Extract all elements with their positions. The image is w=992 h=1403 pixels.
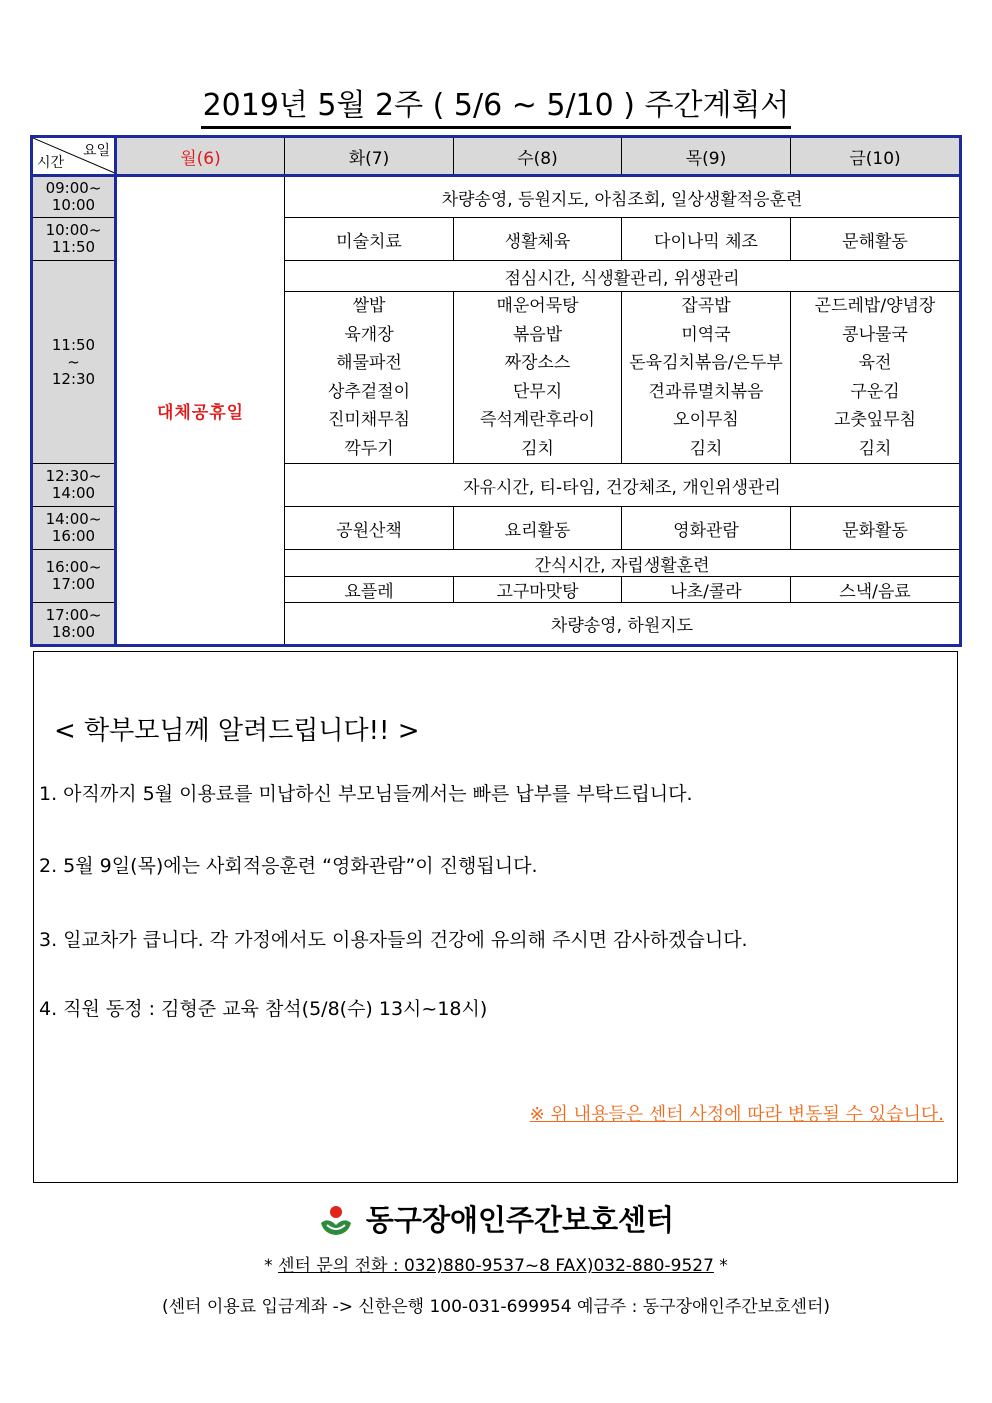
holiday-cell: 대체공휴일: [116, 176, 285, 646]
day-header-tue: 화(7): [285, 137, 454, 176]
notice-item-4: 4. 직원 동정 : 김형준 교육 참석(5/8(수) 13시~18시): [39, 998, 488, 1020]
corner-cell: [32, 137, 116, 176]
time-cell-1150: 11:50 ~ 12:30: [32, 261, 116, 464]
menu-wed: 매운어묵탕 볶음밥 짜장소스 단무지 즉석계란후라이 김치: [454, 292, 622, 464]
notice-item-3: 3. 일교차가 큽니다. 각 가정에서도 이용자들의 건강에 유의해 주시면 감사하겠습니다.: [39, 929, 748, 951]
activity-wed: 생활체육: [454, 218, 622, 261]
activity2-wed: 요리활동: [454, 507, 622, 550]
time-cell-1400: 14:00~ 16:00: [32, 507, 116, 550]
notice-disclaimer: ※ 위 내용들은 센터 사정에 따라 변동될 수 있습니다.: [529, 1104, 944, 1125]
day-header-thu: 목(9): [622, 137, 791, 176]
notice-item-2: 2. 5월 9일(목)에는 사회적응훈련 “영화관람”이 진행됩니다.: [39, 855, 538, 877]
free-activity: 자유시간, 티-타임, 건강체조, 개인위생관리: [285, 464, 961, 507]
activity-fri: 문해활동: [791, 218, 961, 261]
center-logo-icon: [318, 1203, 354, 1237]
activity-tue: 미술치료: [285, 218, 454, 261]
activity2-fri: 문화활동: [791, 507, 961, 550]
snack-activity: 간식시간, 자립생활훈련: [285, 550, 961, 577]
menu-fri: 곤드레밥/양념장 콩나물국 육전 구운김 고춧잎무침 김치: [791, 292, 961, 464]
notice-box: [33, 651, 958, 1183]
day-header-row: [32, 137, 961, 176]
evening-activity: 차량송영, 하원지도: [285, 603, 961, 646]
page-title-text: 2019년 5월 2주 ( 5/6 ~ 5/10 ) 주간계획서: [201, 88, 792, 129]
organization-name: 동구장애인주간보호센터: [365, 1203, 675, 1237]
time-cell-1000: 10:00~ 11:50: [32, 218, 116, 261]
snack-wed: 고구마맛탕: [454, 577, 622, 603]
footer-organization: [0, 1198, 992, 1239]
snack-thu: 나초/콜라: [622, 577, 791, 603]
morning-activity: 차량송영, 등원지도, 아침조회, 일상생활적응훈련: [285, 176, 961, 218]
notice-title: < 학부모님께 알려드립니다!! >: [54, 716, 420, 746]
activity2-thu: 영화관람: [622, 507, 791, 550]
menu-tue: 쌀밥 육개장 해물파전 상추겉절이 진미채무침 깍두기: [285, 292, 454, 464]
footer-contact: * 센터 문의 전화 : 032)880-9537~8 FAX)032-880-9527 *: [264, 1256, 728, 1276]
menu-thu: 잡곡밥 미역국 돈육김치볶음/은두부 견과류멸치볶음 오이무침 김치: [622, 292, 791, 464]
snack-tue: 요플레: [285, 577, 454, 603]
day-header-mon: 월(6): [116, 137, 285, 176]
time-axis-label: 시간: [37, 155, 65, 171]
snack-fri: 스낵/음료: [791, 577, 961, 603]
time-cell-1230: 12:30~ 14:00: [32, 464, 116, 507]
page-title: [0, 88, 992, 129]
day-header-wed: 수(8): [454, 137, 622, 176]
activity2-tue: 공원산책: [285, 507, 454, 550]
footer-bank-account: (센터 이용료 입금계좌 -> 신한은행 100-031-699954 예금주 : 동구장애인주간보호센터): [161, 1297, 831, 1317]
contact-info: 센터 문의 전화 : 032)880-9537~8 FAX)032-880-9527: [278, 1256, 714, 1276]
time-cell-1700: 17:00~ 18:00: [32, 603, 116, 646]
day-axis-label: 요일: [82, 143, 110, 159]
time-cell-0900: 09:00~ 10:00: [32, 176, 116, 218]
activity-thu: 다이나믹 체조: [622, 218, 791, 261]
notice-item-1: 1. 아직까지 5월 이용료를 미납하신 부모님들께서는 빠른 납부를 부탁드립니다.: [39, 783, 693, 805]
lunch-activity: 점심시간, 식생활관리, 위생관리: [285, 261, 961, 292]
time-cell-1600: 16:00~ 17:00: [32, 550, 116, 603]
weekly-schedule-table: [30, 135, 962, 647]
day-header-fri: 금(10): [791, 137, 961, 176]
row-morning: [32, 176, 961, 218]
